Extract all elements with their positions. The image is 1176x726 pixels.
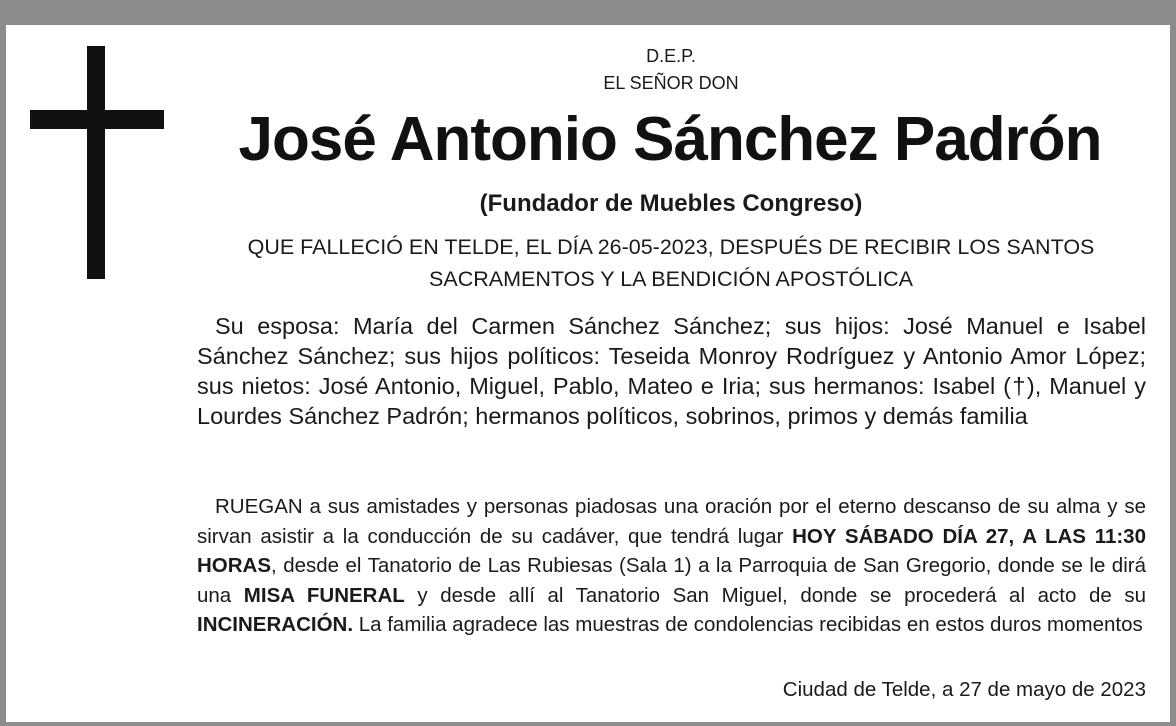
ruegan-bold-date: HOY SÁBADO DÍA 27, A LAS 11:30 HORAS — [197, 524, 1146, 577]
cross-vertical-bar — [87, 46, 105, 279]
death-announcement — [196, 231, 1146, 295]
top-frame-bar — [0, 0, 1176, 25]
place-date-line: Ciudad de Telde, a 27 de mayo de 2023 — [782, 678, 1146, 701]
family-paragraph: Su esposa: María del Carmen Sánchez Sánchez; sus hijos: José Manuel e Isabel Sánchez Sánchez; sus hijos políticos: Teseida Monroy Rodríguez y Antonio Amor López; sus nietos: José Antonio, Miguel, Pablo, Mateo e Iria; sus hermanos: Isabel (†), Manuel y Lourdes Sánchez Padrón; hermanos políticos, sobrinos, primos y demás familia — [197, 313, 1146, 429]
ruegan-text-2: , desde el Tanatorio de Las Rubiesas (Sala 1) a la Parroquia de San Gregorio, donde se le dirá una — [197, 554, 1146, 607]
funeral-details-paragraph — [197, 492, 1146, 640]
ruegan-bold-cremation: INCINERACIÓN. — [197, 613, 354, 636]
founder-note: (Fundador de Muebles Congreso) — [479, 190, 863, 217]
ruegan-text-1: RUEGAN a sus amistades y personas piadosas una oración por el eterno descanso de su alma y se sirvan asistir a la conducción de su cadáver, que tendrá lugar — [197, 495, 1146, 548]
ruegan-bold-mass: MISA FUNERAL — [243, 583, 405, 607]
dep-label: D.E.P. — [646, 46, 696, 66]
ruegan-text-3: y desde allí al Tanatorio San Miguel, donde se procederá al acto de su — [404, 583, 1146, 607]
deceased-name: José Antonio Sánchez Padrón — [238, 105, 1102, 174]
right-frame-bar — [1170, 0, 1176, 726]
cross-horizontal-bar — [30, 110, 164, 129]
announcement-line-2: SACRAMENTOS Y LA BENDICIÓN APOSTÓLICA — [429, 267, 913, 291]
left-frame-bar — [0, 0, 6, 726]
bottom-frame-bar — [0, 722, 1176, 726]
honorific-line: EL SEÑOR DON — [603, 73, 739, 93]
ruegan-text-4: La familia agradece las muestras de condolencias recibidas en estos duros momentos — [353, 613, 1143, 636]
announcement-line-1: QUE FALLECIÓ EN TELDE, EL DÍA 26-05-2023, DESPUÉS DE RECIBIR LOS SANTOS — [247, 235, 1095, 259]
